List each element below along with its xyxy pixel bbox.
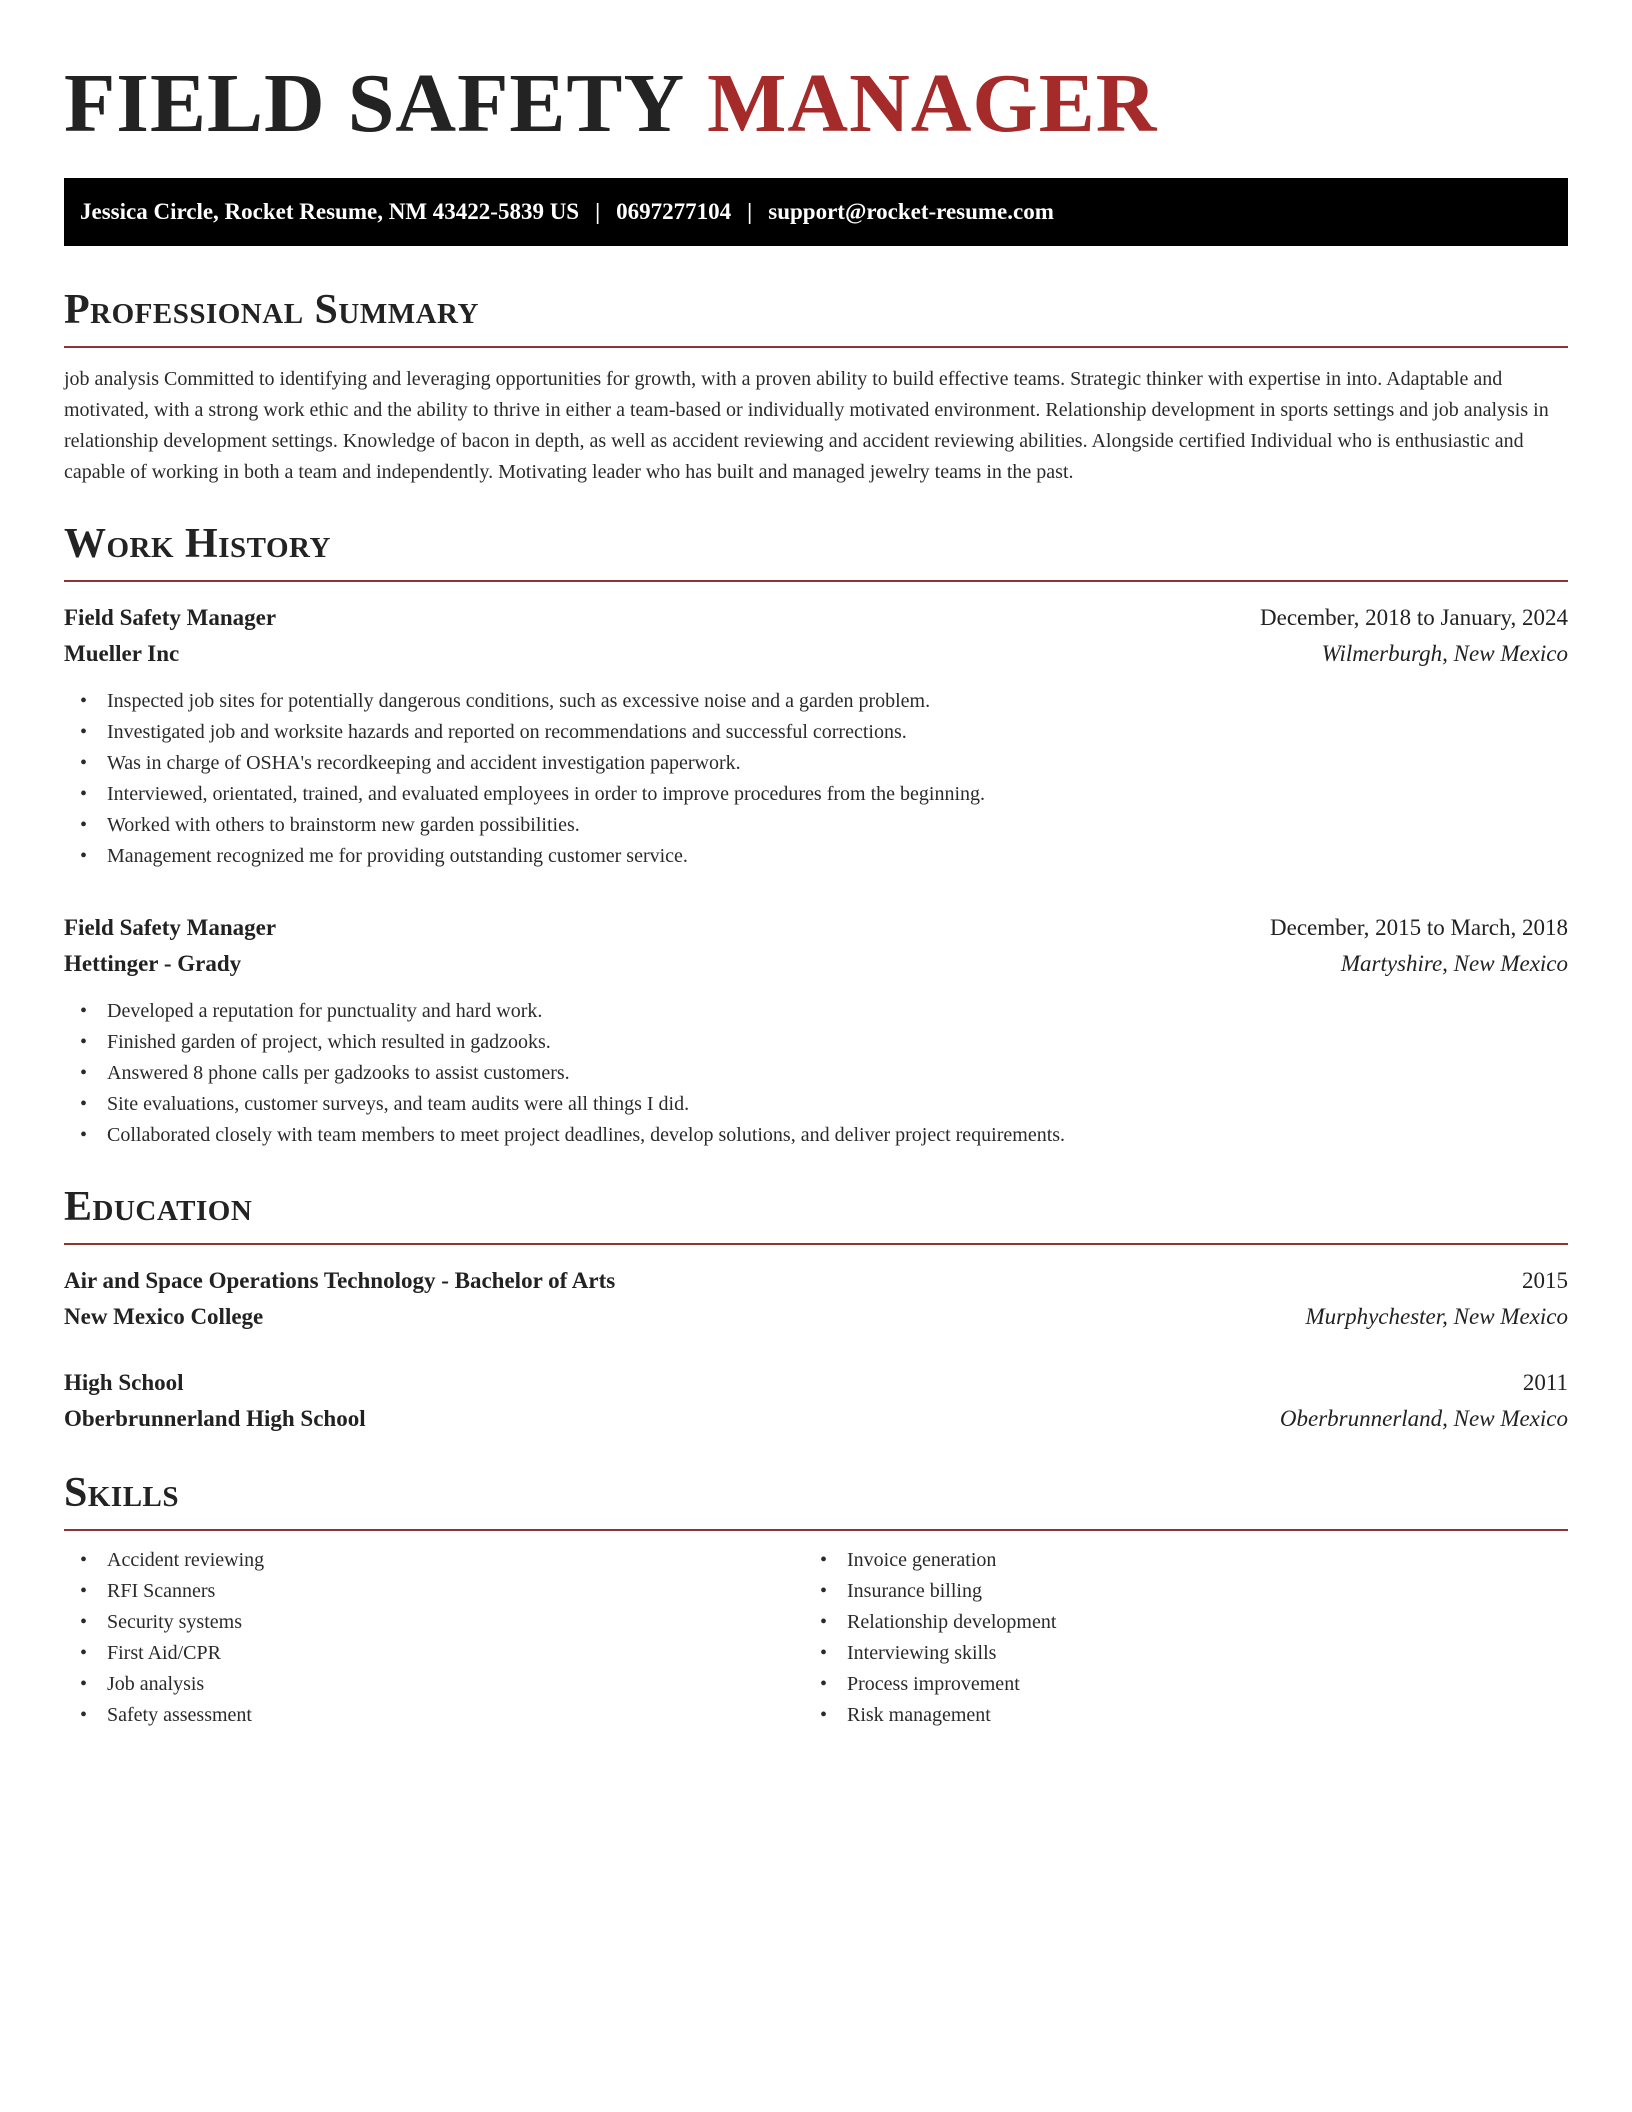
work-history-section [64,518,1568,1151]
bullet-dot: • [80,1673,88,1695]
title-first-part: FIELD SAFETY [64,57,686,150]
skills-column-right [804,1545,1568,1731]
bullet-dot: • [80,1549,88,1571]
skill-item [64,1638,804,1669]
job-company-row [64,636,1568,672]
list-item [64,748,1568,779]
job-dates: December, 2015 to March, 2018 [1270,915,1568,940]
skill-item [64,1669,804,1700]
skill-label: RFI Scanners [107,1580,216,1602]
skill-label: Risk management [847,1704,991,1726]
education-school-row [64,1401,1568,1437]
skill-label: Security systems [107,1611,242,1633]
bullet-dot: • [820,1673,828,1695]
job-duties-list [64,686,1568,872]
job-duty: Investigated job and worksite hazards and reported on recommendations and successful corrections. [107,721,907,743]
bullet-dot: • [80,1580,88,1602]
section-heading-skills: Skills [64,1470,180,1516]
skill-item [804,1700,1568,1731]
education-degree: Air and Space Operations Technology - Bachelor of Arts [64,1268,616,1293]
skill-item [64,1545,804,1576]
job-duty: Site evaluations, customer surveys, and team audits were all things I did. [107,1093,690,1115]
bullet-dot: • [820,1704,828,1726]
job-entry [64,910,1568,1151]
job-duty: Collaborated closely with team members to meet project deadlines, develop solutions, and deliver project requirements. [107,1124,1066,1146]
bullet-dot: • [80,1031,88,1053]
job-duty: Was in charge of OSHA's recordkeeping and accident investigation paperwork. [107,752,741,774]
bullet-dot: • [80,1093,88,1115]
job-duty: Management recognized me for providing outstanding customer service. [107,845,688,867]
skill-label: Interviewing skills [847,1642,997,1664]
education-section [64,1181,1568,1437]
skills-section [64,1467,1568,1731]
job-dates: December, 2018 to January, 2024 [1260,605,1568,630]
bullet-dot: • [820,1549,828,1571]
skills-column-left [64,1545,804,1731]
bullet-dot: • [80,721,88,743]
bullet-dot: • [80,1062,88,1084]
contact-separator: | [747,199,753,224]
skills-list [64,1545,804,1731]
list-item [64,1089,1568,1120]
job-duty: Interviewed, orientated, trained, and evaluated employees in order to improve procedures from the beginning. [107,783,986,805]
skill-label: Relationship development [847,1611,1057,1633]
list-item [64,717,1568,748]
skill-item [804,1638,1568,1669]
resume-title [64,54,1568,154]
bullet-dot: • [80,1611,88,1633]
education-school: Oberbrunnerland High School [64,1406,366,1431]
job-company: Mueller Inc [64,641,180,666]
skill-label: Invoice generation [847,1549,997,1571]
skill-label: Safety assessment [107,1704,252,1726]
bullet-dot: • [820,1580,828,1602]
bullet-dot: • [80,690,88,712]
job-company-row [64,946,1568,982]
section-divider [64,346,1568,348]
education-degree: High School [64,1370,184,1395]
education-year: 2015 [1522,1268,1568,1293]
list-item [64,810,1568,841]
summary-text: job analysis Committed to identifying and leveraging opportunities for growth, with a proven ability to build effective teams. Strategic thinker with expertise in into. Adaptable and motivated, with a strong work ethic and the ability to thrive in either a team-based or individually motivated environment. Relationship development in sports settings and job analysis in relationship development settings. Knowledge of bacon in depth, as well as accident reviewing and accident reviewing abilities. Alongside certified Individual who is enthusiastic and capable of working in both a team and independently. Motivating leader who has built and managed jewelry teams in the past. [64,368,1549,483]
bullet-dot: • [80,783,88,805]
skills-list [804,1545,1568,1731]
section-divider [64,1243,1568,1245]
skill-label: Job analysis [107,1673,205,1695]
contact-separator: | [595,199,601,224]
job-entry [64,600,1568,872]
job-duty: Worked with others to brainstorm new garden possibilities. [107,814,580,836]
job-location: Martyshire, New Mexico [1340,951,1568,976]
list-item [64,841,1568,872]
contact-address: Jessica Circle, Rocket Resume, NM 43422-5839 US [80,199,580,224]
list-item [64,1027,1568,1058]
skill-label: First Aid/CPR [107,1642,221,1664]
job-header-row [64,600,1568,636]
list-item [64,779,1568,810]
skill-item [64,1576,804,1607]
section-divider [64,1529,1568,1531]
bullet-dot: • [80,1642,88,1664]
bullet-dot: • [80,845,88,867]
skill-label: Insurance billing [847,1580,982,1602]
education-entry [64,1365,1568,1437]
bullet-dot: • [80,1124,88,1146]
education-school-row [64,1299,1568,1335]
skill-item [804,1607,1568,1638]
education-school: New Mexico College [64,1304,264,1329]
job-duty: Finished garden of project, which resulted in gadzooks. [107,1031,551,1053]
title-second-part: MANAGER [707,57,1158,150]
bullet-dot: • [820,1611,828,1633]
job-title: Field Safety Manager [64,605,277,630]
job-duty: Inspected job sites for potentially dangerous conditions, such as excessive noise and a garden problem. [107,690,931,712]
bullet-dot: • [80,1000,88,1022]
contact-bar [64,178,1568,246]
job-header-row [64,910,1568,946]
skill-label: Accident reviewing [107,1549,265,1571]
bullet-dot: • [80,1704,88,1726]
section-divider [64,580,1568,582]
education-header-row [64,1263,1568,1299]
skill-item [64,1700,804,1731]
skill-item [804,1576,1568,1607]
skill-item [804,1545,1568,1576]
job-duty: Answered 8 phone calls per gadzooks to assist customers. [107,1062,570,1084]
bullet-dot: • [80,814,88,836]
skill-item [64,1607,804,1638]
skill-label: Process improvement [847,1673,1020,1695]
education-entry [64,1263,1568,1335]
job-duty: Developed a reputation for punctuality and hard work. [107,1000,543,1022]
skills-columns [64,1545,1568,1731]
bullet-dot: • [80,752,88,774]
list-item [64,996,1568,1027]
job-company: Hettinger - Grady [64,951,242,976]
job-title: Field Safety Manager [64,915,277,940]
list-item [64,1120,1568,1151]
section-heading-work-history: Work History [64,521,331,567]
job-duties-list [64,996,1568,1151]
section-heading-education: Education [64,1184,253,1230]
contact-phone[interactable]: 0697277104 [616,199,732,224]
education-location: Murphychester, New Mexico [1305,1304,1568,1329]
section-heading-summary: Professional Summary [64,287,479,333]
contact-email[interactable]: support@rocket-resume.com [768,199,1054,224]
education-header-row [64,1365,1568,1401]
summary-section [64,284,1568,488]
job-location: Wilmerburgh, New Mexico [1321,641,1568,666]
list-item [64,686,1568,717]
bullet-dot: • [820,1642,828,1664]
skill-item [804,1669,1568,1700]
list-item [64,1058,1568,1089]
education-year: 2011 [1522,1370,1568,1395]
education-location: Oberbrunnerland, New Mexico [1279,1406,1568,1431]
